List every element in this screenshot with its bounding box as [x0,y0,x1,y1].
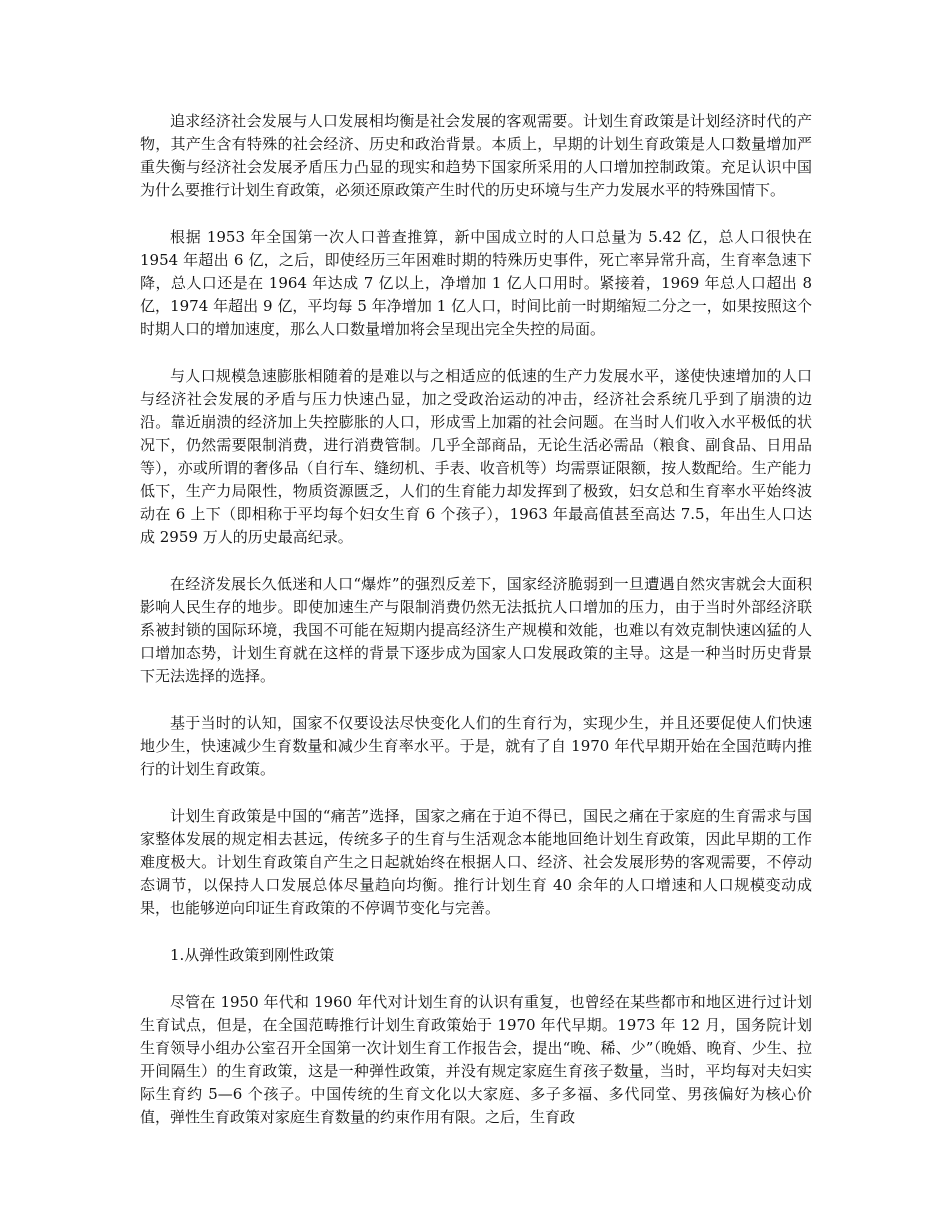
paragraph-3: 与人口规模急速膨胀相随着的是难以与之相适应的低速的生产力发展水平，遂使快速增加的人口与经济社会发展的矛盾与压力快速凸显，加之受政治运动的冲击，经济社会系统几乎到了崩溃的边沿。靠近崩溃的经济加上失控膨胀的人口，形成雪上加霜的社会问题。在当时人们收入水平极低的状况下，仍然需要限制消费，进行消费管制。几乎全部商品，无论生活必需品（粮食、副食品、日用品等），亦或所谓的奢侈品（自行车、缝纫机、手表、收音机等）均需票证限额，按人数配给。生产能力低下，生产力局限性，物质资源匮乏，人们的生育能力却发挥到了极致，妇女总和生育率水平始终波动在 6 上下（即相称于平均每个妇女生育 6 个孩子），1963 年最高值甚至高达 7.5，年出生人口达成 2959 万人的历史最高纪录。 [140,367,812,546]
paragraph-2: 根据 1953 年全国第一次人口普查推算，新中国成立时的人口总量为 5.42 亿，总人口很快在 1954 年超出 6 亿，之后，即使经历三年困难时期的特殊历史事件，死亡率异常升高，生育率急速下降，总人口还是在 1964 年达成 7 亿以上，净增加 1 亿人口用时。紧接着，1969 年总人口超出 8 亿，1974 年超出 9 亿，平均每 5 年净增加 1 亿人口，时间比前一时期缩短二分之一，如果按照这个时期人口的增加速度，那么人口数量增加将会呈现出完全失控的局面。 [140,228,812,338]
section-heading: 1.从弹性政策到刚性政策 [170,946,335,964]
paragraph-1: 追求经济社会发展与人口发展相均衡是社会发展的客观需要。计划生育政策是计划经济时代的产物，其产生含有特殊的社会经济、历史和政治背景。本质上，早期的计划生育政策是人口数量增加严重失衡与经济社会发展矛盾压力凸显的现实和趋势下国家所采用的人口增加控制政策。充足认识中国为什么要推行计划生育政策，必须还原政策产生时代的历史环境与生产力发展水平的特殊国情下。 [140,112,812,199]
paragraph-5: 基于当时的认知，国家不仅要设法尽快变化人们的生育行为，实现少生，并且还要促使人们快速地少生，快速减少生育数量和减少生育率水平。于是，就有了自 1970 年代早期开始在全国范畴内推行的计划生育政策。 [140,714,812,778]
document-page [140,110,812,1153]
paragraph-4: 在经济发展长久低迷和人口“爆炸”的强烈反差下，国家经济脆弱到一旦遭遇自然灾害就会大面积影响人民生存的地步。即使加速生产与限制消费仍然无法抵抗人口增加的压力，由于当时外部经济联系被封锁的国际环境，我国不可能在短期内提高经济生产规模和效能，也难以有效克制快速凶猛的人口增加态势，计划生育就在这样的背景下逐步成为国家人口发展政策的主导。这是一种当时历史背景下无法选择的选择。 [140,575,812,685]
paragraph-6: 计划生育政策是中国的“痛苦”选择，国家之痛在于迫不得已，国民之痛在于家庭的生育需求与国家整体发展的规定相去甚远，传统多子的生育与生活观念本能地回绝计划生育政策，因此早期的工作难度极大。计划生育政策自产生之日起就始终在根据人口、经济、社会发展形势的客观需要，不停动态调节，以保持人口发展总体尽量趋向均衡。推行计划生育 40 余年的人口增速和人口规模变动成果，也能够逆向印证生育政策的不停调节变化与完善。 [140,807,812,917]
paragraph-7: 尽管在 1950 年代和 1960 年代对计划生育的认识有重复，也曾经在某些都市和地区进行过计划生育试点，但是，在全国范畴推行计划生育政策始于 1970 年代早期。1973 年 12 月，国务院计划生育领导小组办公室召开全国第一次计划生育工作报告会，提出“晚、稀、少”（晚婚、晚育、少生、拉开间隔生）的生育政策，这是一种弹性政策，并没有规定家庭生育孩子数量，当时，平均每对夫妇实际生育约 5—6 个孩子。中国传统的生育文化以大家庭、多子多福、多代同堂、男孩偏好为核心价值，弹性生育政策对家庭生育数量的约束作用有限。之后，生育政 [140,993,812,1126]
